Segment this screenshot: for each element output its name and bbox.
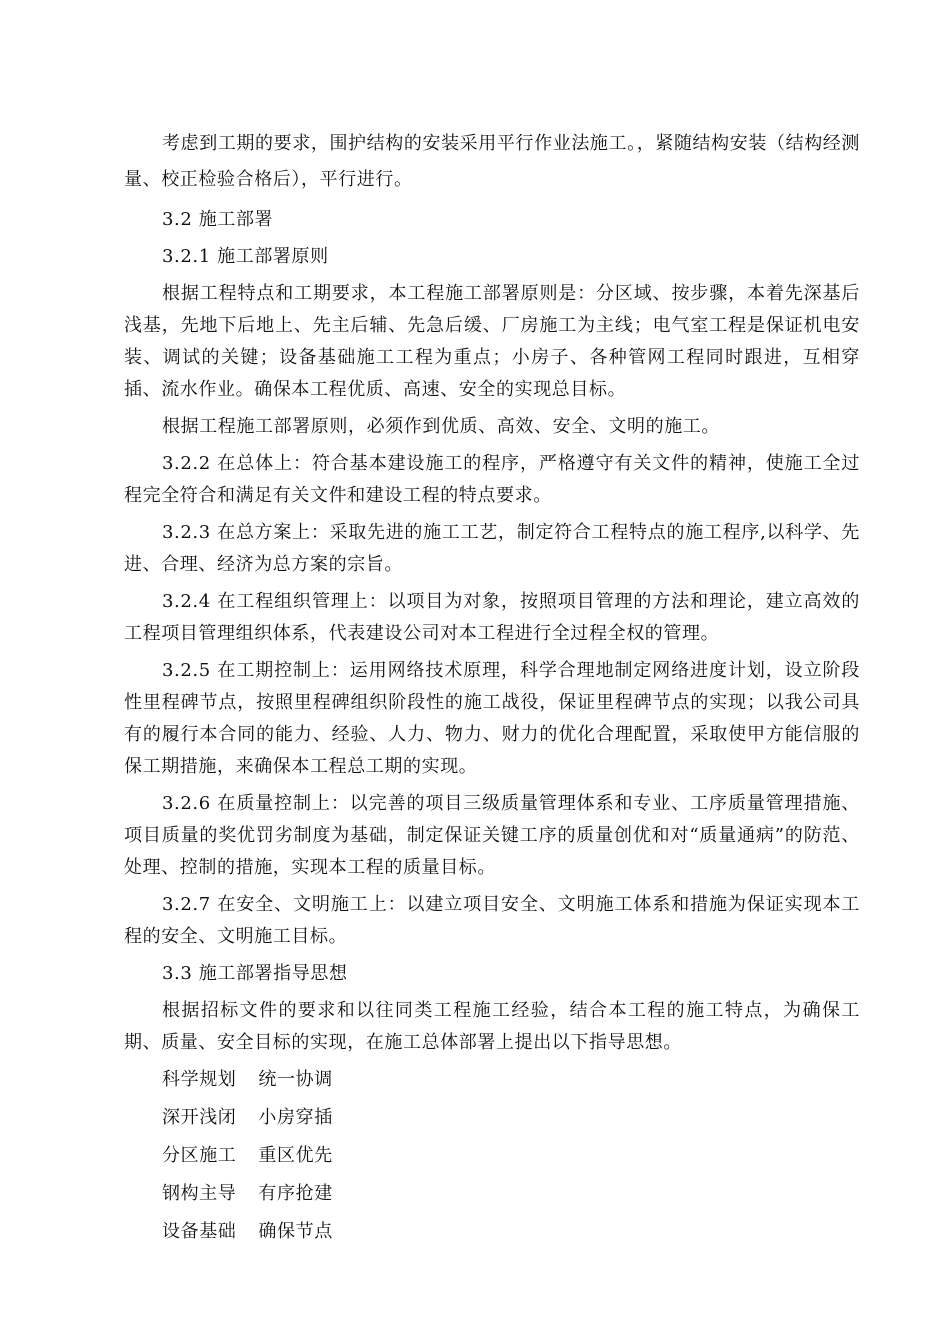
motto-first: 深开浅闭 xyxy=(162,1107,237,1128)
motto-first: 科学规划 xyxy=(162,1069,237,1090)
motto-line xyxy=(124,1216,860,1248)
guide-paragraph: 根据招标文件的要求和以往同类工程施工经验，结合本工程的施工特点，为确保工期、质量、安全目标的实现，在施工总体部署上提出以下指导思想。 xyxy=(124,1000,860,1053)
motto-second: 小房穿插 xyxy=(258,1107,333,1128)
motto-second: 有序抢建 xyxy=(258,1183,333,1204)
item-3-2-4: 3.2.4 在工程组织管理上：以项目为对象，按照项目管理的方法和理论，建立高效的工程项目管理组织体系，代表建设公司对本工程进行全过程全权的管理。 xyxy=(124,591,860,644)
motto-line xyxy=(124,1064,860,1096)
motto-second: 重区优先 xyxy=(258,1145,333,1166)
section-heading-3-2-1: 3.2.1 施工部署原则 xyxy=(162,246,329,267)
principle-paragraph-2: 根据工程施工部署原则，必须作到优质、高效、安全、文明的施工。 xyxy=(162,416,720,437)
motto-first: 分区施工 xyxy=(162,1145,237,1166)
motto-line xyxy=(124,1140,860,1172)
section-heading-3-2: 3.2 施工部署 xyxy=(162,209,274,230)
motto-second: 确保节点 xyxy=(258,1221,333,1242)
item-3-2-6: 3.2.6 在质量控制上：以完善的项目三级质量管理体系和专业、工序质量管理措施、项目质量的奖优罚劣制度为基础，制定保证关键工序的质量创优和对“质量通病”的防范、处理、控制的措施，实现本工程的质量目标。 xyxy=(124,793,860,878)
motto-first: 钢构主导 xyxy=(162,1183,237,1204)
item-3-2-7: 3.2.7 在安全、文明施工上：以建立项目安全、文明施工体系和措施为保证实现本工程的安全、文明施工目标。 xyxy=(124,894,860,947)
motto-line xyxy=(124,1102,860,1134)
document-body xyxy=(124,126,860,1254)
principle-paragraph: 根据工程特点和工期要求，本工程施工部署原则是：分区域、按步骤，本着先深基后浅基，先地下后地上、先主后辅、先急后缓、厂房施工为主线；电气室工程是保证机电安装、调试的关键；设备基础施工工程为重点；小房子、各种管网工程同时跟进，互相穿插、流水作业。确保本工程优质、高速、安全的实现总目标。 xyxy=(124,283,860,400)
item-3-2-3: 3.2.3 在总方案上：采取先进的施工工艺，制定符合工程特点的施工程序,以科学、先进、合理、经济为总方案的宗旨。 xyxy=(124,522,860,575)
item-3-2-2: 3.2.2 在总体上：符合基本建设施工的程序，严格遵守有关文件的精神，使施工全过程完全符合和满足有关文件和建设工程的特点要求。 xyxy=(124,453,860,506)
intro-paragraph: 考虑到工期的要求，围护结构的安装采用平行作业法施工。，紧随结构安装（结构经测量、校正检验合格后），平行进行。 xyxy=(124,133,860,190)
motto-line xyxy=(124,1178,860,1210)
section-heading-3-3: 3.3 施工部署指导思想 xyxy=(162,963,348,984)
motto-second: 统一协调 xyxy=(258,1069,333,1090)
motto-first: 设备基础 xyxy=(162,1221,237,1242)
item-3-2-5: 3.2.5 在工期控制上：运用网络技术原理，科学合理地制定网络进度计划，设立阶段性里程碑节点，按照里程碑组织阶段性的施工战役，保证里程碑节点的实现；以我公司具有的履行本合同的能力、经验、人力、物力、财力的优化合理配置，采取使甲方能信服的保工期措施，来确保本工程总工期的实现。 xyxy=(124,660,860,777)
